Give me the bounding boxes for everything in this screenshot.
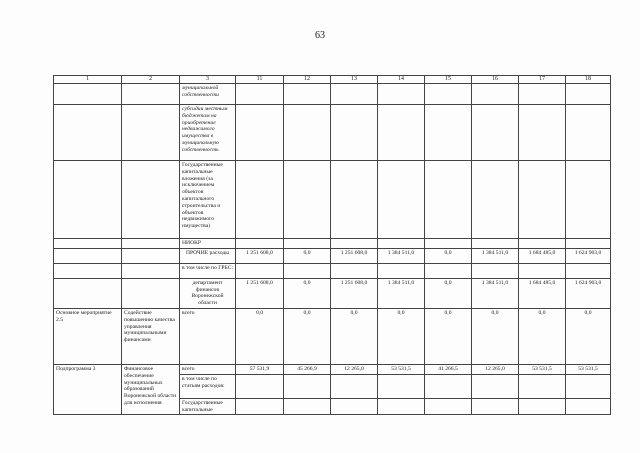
row-label: Государственные капитальные [180,398,236,415]
value-cell: 1 624 903,0 [566,248,611,263]
header-cell: 15 [425,76,472,84]
header-cell: 14 [378,76,425,84]
header-cell: 1 [54,76,122,84]
value-cell: 1 384 511,0 [472,278,519,308]
value-cell: 1 684 485,0 [519,248,566,263]
value-cell: 12 265,0 [472,364,519,374]
value-cell: 12 265,0 [331,364,378,374]
value-cell: 53 531,5 [519,364,566,374]
value-cell: 57 531,9 [236,364,284,374]
header-cell: 2 [122,76,180,84]
header-cell: 11 [236,76,284,84]
value-cell: 1 251 608,0 [331,278,378,308]
value-cell: 0,0 [331,308,378,364]
value-cell: 0,0 [284,308,331,364]
row-label: НИОКР [180,239,236,249]
table-row [54,308,611,364]
row-section: Основное мероприятие 2.5 [54,308,122,364]
value-cell: 1 384 511,0 [472,248,519,263]
header-cell: 13 [331,76,378,84]
header-cell: 17 [519,76,566,84]
row-label: в том числе по ГРБС: [180,263,236,278]
row-description: Финансовое обеспечение муниципальных образований Воронежской области для исполнения [122,364,180,414]
value-cell: 0,0 [284,248,331,263]
value-cell: 0,0 [425,248,472,263]
row-label: департамент финансов Воронежской области [180,278,236,308]
header-cell: 18 [566,76,611,84]
row-label: Государственные капитальные вложения (за исключением объектов капитального строительства и объектов недвижимого имущества) [180,161,236,239]
value-cell: 1 384 511,0 [378,278,425,308]
value-cell: 0,0 [425,308,472,364]
table-row [54,84,611,105]
value-cell: 1 684 485,0 [519,278,566,308]
page-number: 63 [315,30,325,41]
value-cell: 1 384 511,0 [378,248,425,263]
row-label: субсидии местным бюджетам на приобретение недвижимого имущества в муниципальную собственность [180,105,236,161]
value-cell: 0,0 [425,278,472,308]
value-cell: 45 266,9 [284,364,331,374]
header-cell: 16 [472,76,519,84]
value-cell: 53 531,5 [566,364,611,374]
table-row [54,248,611,263]
row-label: в том числе по статьям расходов: [180,374,236,398]
row-label: всего [180,364,236,374]
table-row [54,161,611,239]
budget-table [53,75,611,415]
row-label: ПРОЧИЕ расходы [180,248,236,263]
value-cell: 0,0 [236,308,284,364]
value-cell: 1 624 903,0 [566,278,611,308]
table-row [54,263,611,278]
value-cell: 41 266,5 [425,364,472,374]
header-cell: 3 [180,76,236,84]
row-section: Подпрограмма 3 [54,364,122,414]
value-cell: 0,0 [472,308,519,364]
header-row [54,76,611,84]
value-cell: 1 251 608,0 [236,278,284,308]
value-cell: 0,0 [566,308,611,364]
value-cell: 1 251 608,0 [331,248,378,263]
value-cell: 1 251 608,0 [236,248,284,263]
value-cell: 0,0 [519,308,566,364]
table-row [54,105,611,161]
value-cell: 0,0 [378,308,425,364]
table-row [54,278,611,308]
header-cell: 12 [284,76,331,84]
row-label: муниципальной собственности [180,84,236,105]
value-cell: 0,0 [284,278,331,308]
value-cell: 53 531,5 [378,364,425,374]
table-row [54,364,611,374]
row-description: Содействие повышению качества управления муниципальными финансами [122,308,180,364]
table-row [54,239,611,249]
row-label: всего [180,308,236,364]
